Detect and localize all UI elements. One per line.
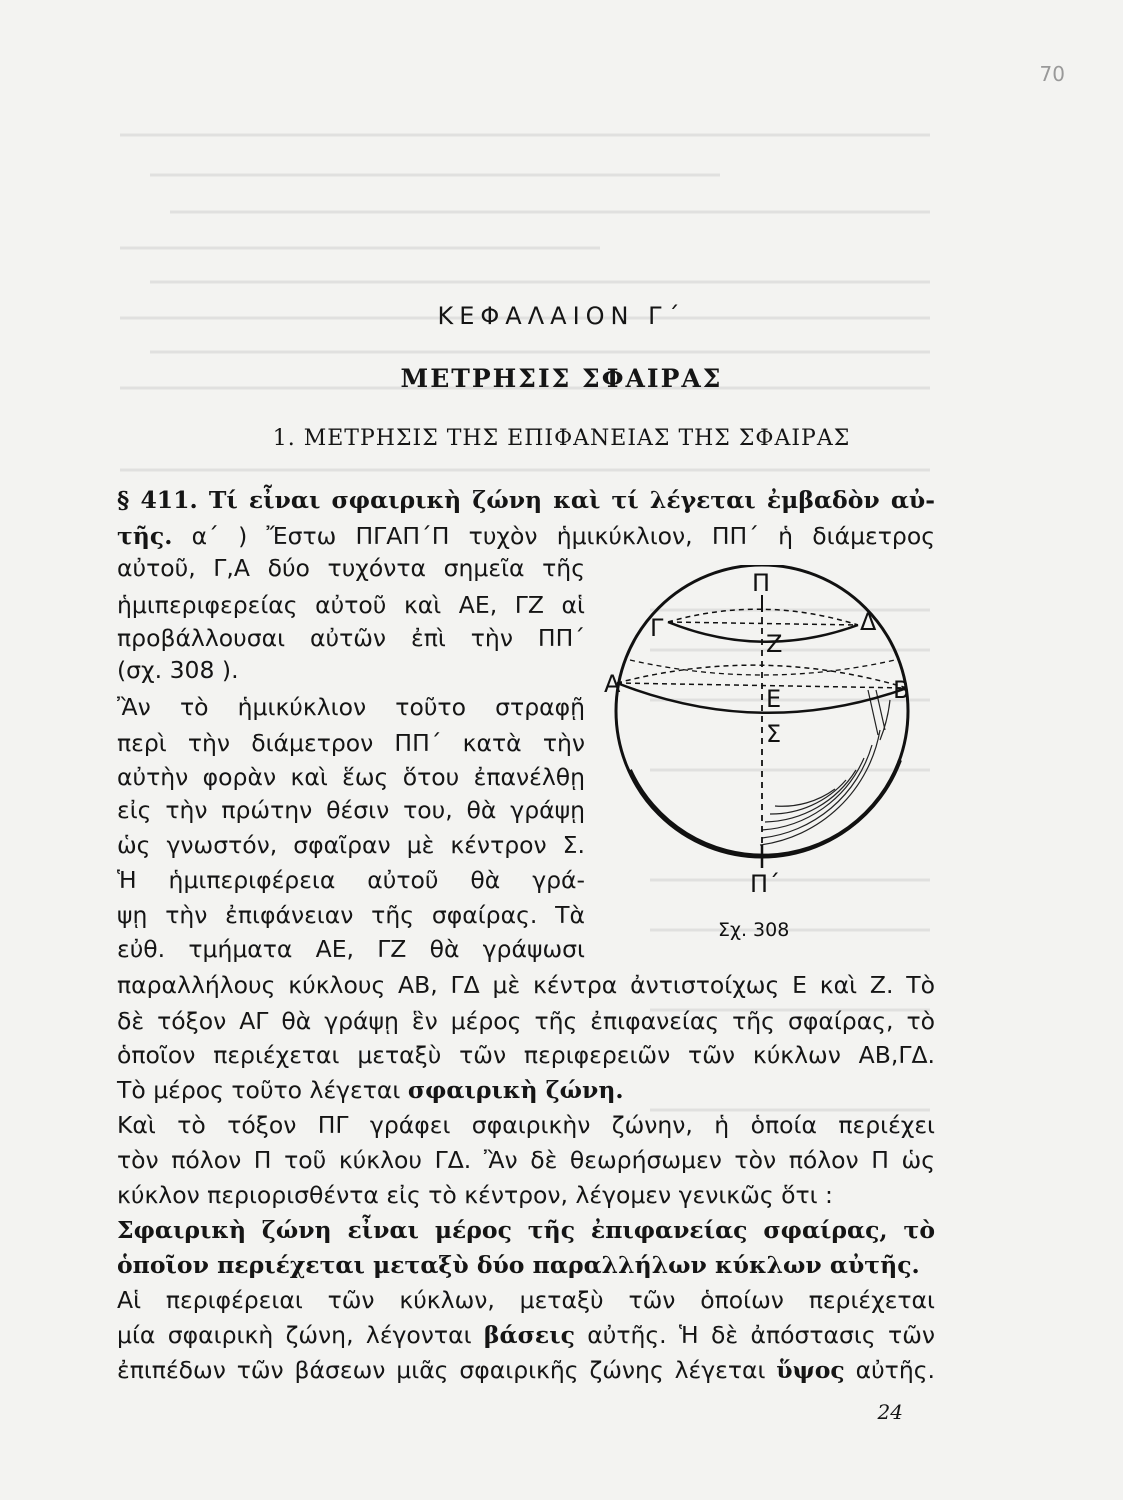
para3-line6: ὁποῖον περιέχεται μεταξὺ τῶν περιφερειῶν τῶν κύκλων ΑΒ,ΓΔ. — [117, 1041, 935, 1069]
para1-line4: ἡμιπεριφερείας αὐτοῦ καὶ ΑΕ, ΓΖ αἱ — [117, 591, 585, 619]
definition-line1: Σφαιρικὴ ζώνη εἶναι μέρος τῆς ἐπιφανείας σφαίρας, τὸ — [117, 1216, 935, 1244]
label-S: Σ — [766, 720, 782, 748]
para6-line3 — [117, 1355, 935, 1385]
label-E: Ε — [766, 685, 782, 713]
para1-line2 — [117, 521, 935, 551]
term-bases: βάσεις — [483, 1321, 575, 1349]
segment-GD — [668, 622, 858, 625]
para3-line5: δὲ τόξον ΑΓ θὰ γράψῃ ἓν μέρος τῆς ἐπιφανείας τῆς σφαίρας, τὸ — [117, 1007, 935, 1035]
para6-line1: Αἱ περιφέρειαι τῶν κύκλων, μεταξὺ τῶν ὁποίων περιέχεται — [117, 1286, 935, 1314]
para1-line2-text: α΄ ) Ἔστω ΠΓΑΠ΄Π τυχὸν ἡμικύκλιον, ΠΠ΄ ἡ διάμετρος — [172, 522, 935, 550]
circle-GD-front — [668, 622, 858, 642]
para1-line2-bold: τῆς. — [117, 522, 173, 550]
para6-line3-a: ἐπιπέδων τῶν βάσεων μιᾶς σφαιρικῆς ζώνης λέγεται — [117, 1356, 777, 1384]
para5-line1: Καὶ τὸ τόξον ΠΓ γράφει σφαιρικὴν ζώνην, ἡ ὁποία περιέχει — [117, 1111, 935, 1139]
page-number: 24 — [877, 1400, 903, 1424]
label-P: Π — [752, 569, 771, 597]
para2-line2: περὶ τὴν διάμετρον ΠΠ΄ κατὰ τὴν — [117, 729, 585, 757]
para1-line6: (σχ. 308 ). — [117, 656, 239, 684]
chapter-heading: ΚΕΦΑΛΑΙΟΝ Γ΄ — [437, 302, 686, 330]
term-spherical-zone: σφαιρικὴ ζώνη. — [407, 1076, 624, 1104]
para3-line2: ψῃ τὴν ἐπιφάνειαν τῆς σφαίρας. Τὰ — [117, 901, 585, 929]
para3-line4: παραλλήλους κύκλους ΑΒ, ΓΔ μὲ κέντρα ἀντιστοίχως Ε καὶ Ζ. Τὸ — [117, 971, 935, 999]
para1-line5: προβάλλουσαι αὐτῶν ἐπὶ τὴν ΠΠ΄ — [117, 624, 585, 652]
label-A: Α — [604, 670, 621, 698]
page-title: ΜΕΤΡΗΣΙΣ ΣΦΑΙΡΑΣ — [400, 364, 723, 393]
para3-line1: Ἡ ἡμιπεριφέρεια αὐτοῦ θὰ γρά- — [117, 866, 585, 894]
label-Z: Ζ — [766, 630, 783, 658]
para1-line1: § 411. Τί εἶναι σφαιρικὴ ζώνη καὶ τί λέγεται ἐμβαδὸν αὐ- — [117, 486, 935, 514]
para6-line2-a: μία σφαιρικὴ ζώνη, λέγονται — [117, 1321, 484, 1349]
para2-line5: ὡς γνωστόν, σφαῖραν μὲ κέντρον Σ. — [117, 831, 585, 859]
para2-line3: αὐτὴν φορὰν καὶ ἕως ὅτου ἐπανέλθῃ — [117, 763, 585, 791]
label-B: Β — [893, 676, 910, 704]
para6-line3-b: αὐτῆς. — [844, 1356, 935, 1384]
para4 — [117, 1075, 624, 1105]
para1-line3: αὐτοῦ, Γ,Α δύο τυχόντα σημεῖα τῆς — [117, 554, 585, 582]
section-title: 1. ΜΕΤΡΗΣΙΣ ΤΗΣ ΕΠΙΦΑΝΕΙΑΣ ΤΗΣ ΣΦΑΙΡΑΣ — [272, 426, 851, 451]
para2-line1: Ἂν τὸ ἡμικύκλιον τοῦτο στραφῇ — [117, 693, 585, 721]
bleed-page-number: 70 — [1039, 62, 1065, 86]
definition-line2: ὁποῖον περιέχεται μεταξὺ δύο παραλλήλων κύκλων αὐτῆς. — [117, 1251, 920, 1279]
figure-caption: Σχ. 308 — [718, 919, 790, 941]
label-P-prime: Π΄ — [750, 870, 781, 898]
para2-line4: εἰς τὴν πρώτην θέσιν του, θὰ γράψῃ — [117, 796, 585, 824]
para5-line2: τὸν πόλον Π τοῦ κύκλου ΓΔ. Ἂν δὲ θεωρήσωμεν τὸν πόλον Π ὡς — [117, 1146, 935, 1174]
term-height: ὕψος — [776, 1356, 845, 1384]
para5-line3: κύκλον περιορισθέντα εἰς τὸ κέντρον, λέγομεν γενικῶς ὅτι : — [117, 1181, 833, 1209]
label-D: Δ — [860, 608, 877, 636]
sphere-figure — [600, 565, 930, 950]
para6-line2-b: αὐτῆς. Ἡ δὲ ἀπόστασις τῶν — [574, 1321, 935, 1349]
para6-line2 — [117, 1320, 935, 1350]
para3-line3: εὐθ. τμήματα ΑΕ, ΓΖ θὰ γράψωσι — [117, 935, 585, 963]
para4-text: Τὸ μέρος τοῦτο λέγεται — [117, 1076, 408, 1104]
label-G: Γ — [650, 614, 664, 642]
